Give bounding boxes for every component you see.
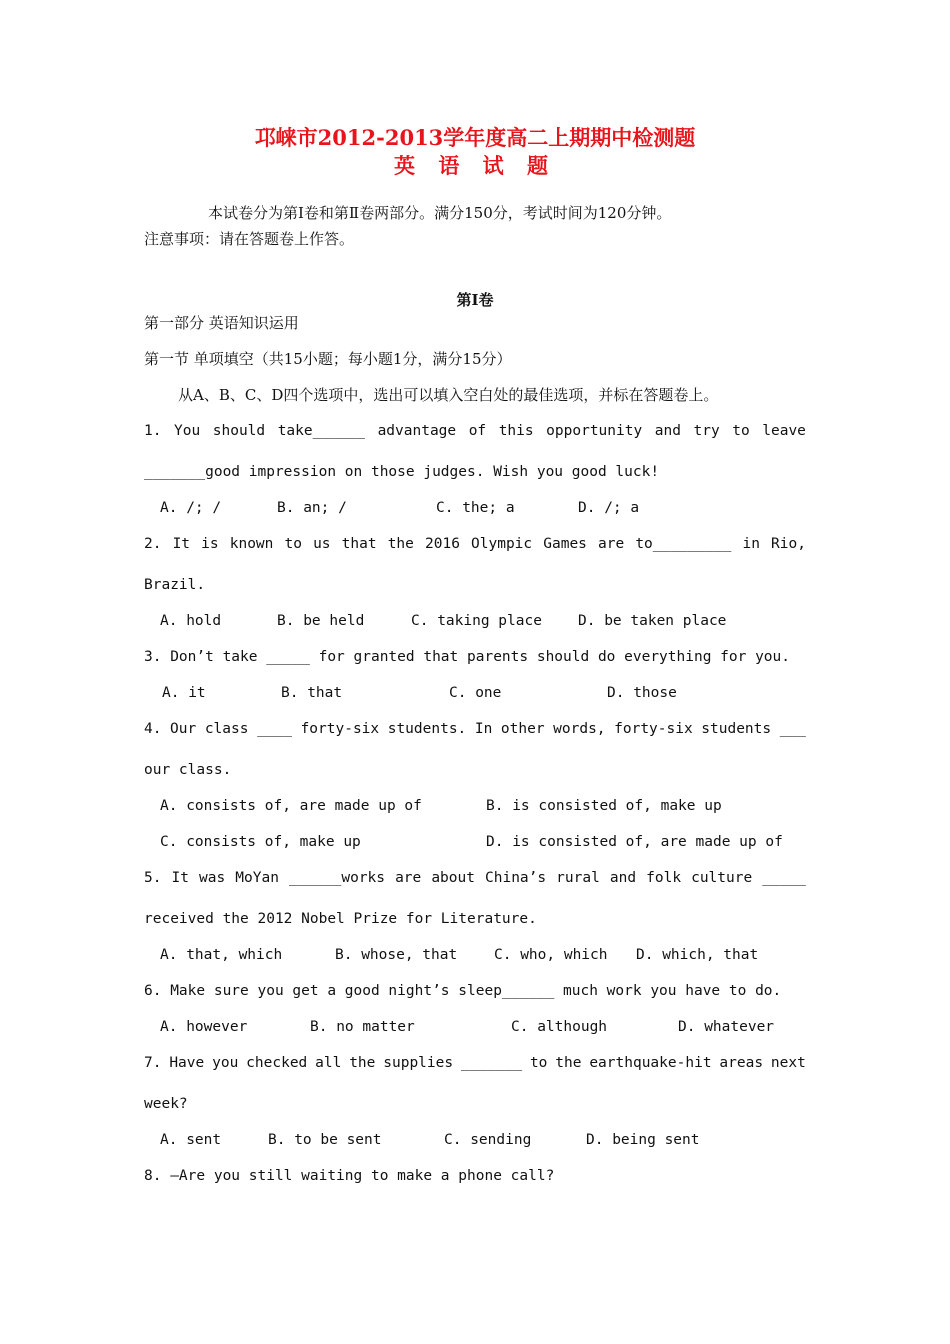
question-4-option-b: B. is consisted of, make up (486, 798, 722, 814)
q-word: and (609, 870, 637, 886)
question-5-option-a: A. that, which (160, 947, 283, 963)
q-word: take______ (277, 423, 366, 439)
q-word: Rio, (771, 536, 806, 552)
question-4-option-c: C. consists of, make up (160, 834, 361, 850)
question-4-line2: our class. (144, 762, 232, 778)
document-subtitle: 英 语 试 题 (394, 153, 556, 178)
question-6-option-b: B. no matter (310, 1019, 415, 1035)
q-word: earthquake-hit (589, 1055, 712, 1071)
question-2-option-d: D. be taken place (578, 613, 727, 629)
q-word: known (229, 536, 274, 552)
q-word: are (395, 870, 422, 886)
q-word: culture (691, 870, 753, 886)
q-word: other (500, 721, 545, 737)
q-word: of (468, 423, 487, 439)
q-word: opportunity (546, 423, 643, 439)
question-2-option-a: A. hold (160, 613, 222, 629)
q-word: the (349, 1055, 376, 1071)
question-1-option-c: C. the; a (436, 500, 515, 516)
question-8-line1: 8. —Are you still waiting to make a phone call? (144, 1168, 555, 1184)
q-word: In (474, 721, 493, 737)
q-word: that (341, 536, 377, 552)
question-3-option-c: C. one (449, 685, 502, 701)
question-4-option-a: A. consists of, are made up of (160, 798, 422, 814)
q-word: It (171, 870, 189, 886)
question-6-option-d: D. whatever (678, 1019, 775, 1035)
q-word: to (732, 423, 750, 439)
q-word: is (201, 536, 219, 552)
document-title: 邛崃市2012-2013学年度高二上期期中检测题 (254, 125, 696, 150)
q-word: supplies (383, 1055, 454, 1071)
q-word: was (199, 870, 226, 886)
q-word: Our (170, 721, 197, 737)
question-7-option-d: D. being sent (586, 1132, 700, 1148)
question-2-option-b: B. be held (277, 613, 365, 629)
subsection-heading: 第一节 单项填空（共15小题；每小题1分，满分15分） (144, 350, 512, 368)
q-word: and (654, 423, 681, 439)
q-word: rural (556, 870, 600, 886)
q-word: folk (646, 870, 682, 886)
q-word: Olympic (471, 536, 533, 552)
q-word: class (204, 721, 249, 737)
question-6-option-a: A. however (160, 1019, 248, 1035)
q-word: words, (553, 721, 606, 737)
q-word: checked (246, 1055, 308, 1071)
question-7-line1 (144, 1053, 806, 1073)
q-word: 1. (144, 423, 162, 439)
q-word: forty-six (614, 721, 693, 737)
q-word: the (555, 1055, 582, 1071)
question-6-line1: 6. Make sure you get a good night’s sleep______ much work you have to do. (144, 983, 782, 999)
question-2-line2: Brazil. (144, 577, 206, 593)
part-heading: 第一部分 英语知识运用 (144, 314, 299, 332)
question-1-line2: _______good impression on those judges. Wish you good luck! (144, 464, 660, 480)
q-word: about (431, 870, 475, 886)
intro-line: 本试卷分为第Ⅰ卷和第Ⅱ卷两部分。满分150分，考试时间为120分钟。 (208, 204, 672, 222)
q-word: leave (762, 423, 806, 439)
q-word: areas (719, 1055, 764, 1071)
question-3-option-b: B. that (281, 685, 343, 701)
q-word: to (284, 536, 302, 552)
question-3-option-d: D. those (607, 685, 677, 701)
q-word: this (498, 423, 534, 439)
q-word: the (387, 536, 414, 552)
volume-heading: 第Ⅰ卷 (456, 291, 494, 309)
question-7-option-c: C. sending (444, 1132, 532, 1148)
q-word: ____ (257, 721, 292, 737)
question-2-option-c: C. taking place (411, 613, 542, 629)
q-word: 2016 (425, 536, 460, 552)
q-word: _______ (460, 1055, 523, 1071)
q-word: try (693, 423, 720, 439)
question-7-option-b: B. to be sent (268, 1132, 382, 1148)
q-word: China’s (485, 870, 547, 886)
q-word: _____ (762, 870, 806, 886)
question-5-option-d: D. which, that (636, 947, 759, 963)
question-1-option-d: D. /; a (578, 500, 640, 516)
q-word: ______works (288, 870, 386, 886)
question-3-option-a: A. it (162, 685, 206, 701)
q-word: Have (169, 1055, 205, 1071)
q-word: to_________ (635, 536, 732, 552)
q-word: us (313, 536, 331, 552)
question-5-line1 (144, 868, 806, 888)
q-word: You (174, 423, 201, 439)
instruction-text: 从A、B、C、D四个选项中，选出可以填入空白处的最佳选项，并标在答题卷上。 (178, 386, 719, 404)
question-7-line2: week? (144, 1096, 188, 1112)
q-word: are (598, 536, 625, 552)
q-word: advantage (377, 423, 457, 439)
question-1-option-a: A. /; / (160, 500, 222, 516)
question-1-option-b: B. an; / (277, 500, 347, 516)
q-word: It (172, 536, 191, 552)
question-4-option-d: D. is consisted of, are made up of (486, 834, 783, 850)
q-word: in (742, 536, 760, 552)
question-5-option-c: C. who, which (494, 947, 608, 963)
question-3-line1: 3. Don’t take _____ for granted that parents should do everything for you. (144, 649, 791, 665)
q-word: students. (387, 721, 467, 737)
q-word: 4. (144, 721, 162, 737)
q-word: to (529, 1055, 548, 1071)
question-7-option-a: A. sent (160, 1132, 222, 1148)
question-4-line1 (144, 719, 806, 739)
q-word: 2. (144, 536, 162, 552)
question-5-line2: received the 2012 Nobel Prize for Literature. (144, 911, 537, 927)
q-word: Games (543, 536, 587, 552)
q-word: all (315, 1055, 342, 1071)
q-word: ___ (779, 721, 806, 737)
q-word: you (212, 1055, 239, 1071)
question-6-option-c: C. although (511, 1019, 608, 1035)
question-1-line1 (144, 421, 806, 441)
q-word: students (701, 721, 772, 737)
q-word: 5. (144, 870, 162, 886)
q-word: next (770, 1055, 806, 1071)
question-2-line1 (144, 534, 806, 554)
q-word: MoYan (235, 870, 279, 886)
q-word: forty-six (300, 721, 380, 737)
notice-line: 注意事项：请在答题卷上作答。 (144, 230, 355, 248)
q-word: should (212, 423, 266, 439)
question-5-option-b: B. whose, that (335, 947, 458, 963)
q-word: 7. (144, 1055, 162, 1071)
